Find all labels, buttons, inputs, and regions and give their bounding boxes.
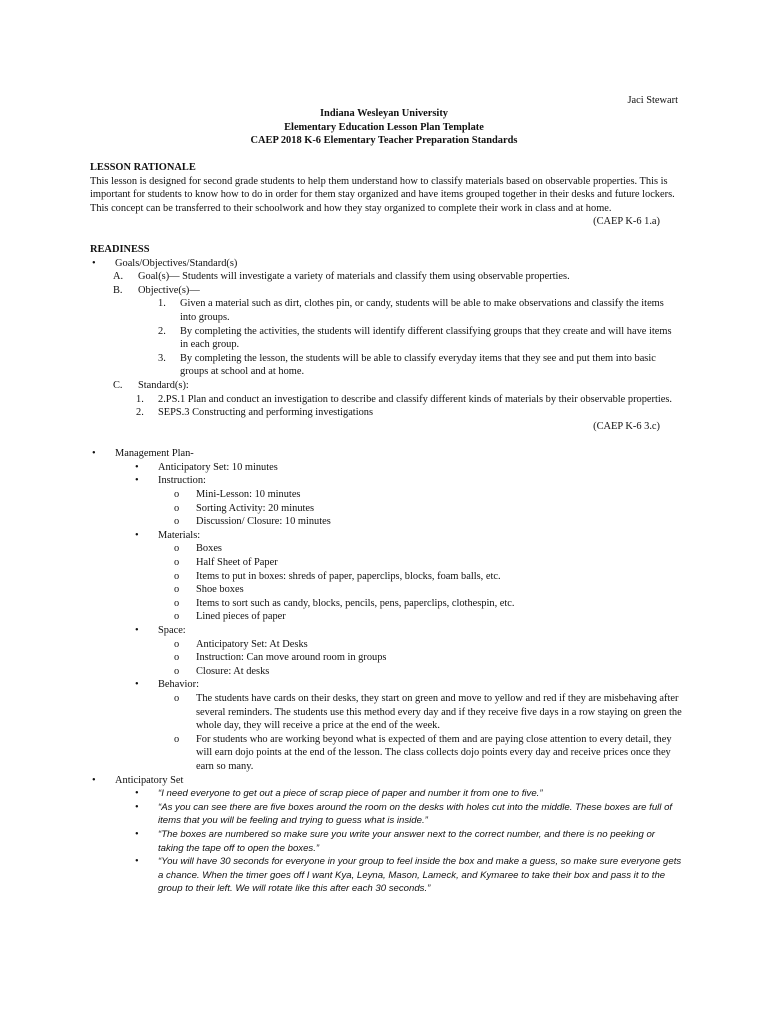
quote-item: “As you can see there are five boxes around the room on the desks with holes cut into the middle. These boxes are full of items that you will be feeling and trying to guess what is inside.” <box>158 801 673 827</box>
author-name: Jaci Stewart <box>627 95 678 106</box>
management-label: Management Plan- <box>115 448 194 460</box>
bullet-marker: • <box>135 679 139 691</box>
list-item <box>90 597 682 611</box>
bullet-marker: • <box>135 788 139 800</box>
circle-marker: o <box>174 611 180 623</box>
list-item <box>90 570 682 584</box>
space-item: Anticipatory Set: At Desks <box>196 638 308 650</box>
rationale-text: This lesson is designed for second grade students to help them understand how to classify materials based on observable properties. This is important for students to know how to do in order for them stay organized and have items grouped together in their desks and future lockers. This concept can be transferred to their schoolwork and how they stay organized to complete their work in class and at home. <box>90 175 675 214</box>
list-item <box>90 284 682 298</box>
rationale-ref: (CAEP K-6 1.a) <box>593 216 660 228</box>
list-item <box>90 352 682 379</box>
list-item <box>90 529 682 543</box>
circle-marker: o <box>174 597 180 609</box>
list-marker-1: 1. <box>136 393 144 405</box>
quote-item: “The boxes are numbered so make sure you write your answer next to the correct number, and there is no peeking or taking the tape off to open the boxes.” <box>158 828 656 854</box>
circle-marker: o <box>174 570 180 582</box>
list-item <box>90 488 682 502</box>
materials-item: Boxes <box>196 543 222 555</box>
list-item <box>90 393 682 407</box>
quote-item: “I need everyone to get out a piece of scrap piece of paper and number it from one to five.” <box>158 788 543 800</box>
standard-2: SEPS.3 Constructing and performing investigations <box>158 407 374 419</box>
goal-text: Goal(s)— Students will investigate a variety of materials and classify them using observable properties. <box>138 271 570 283</box>
circle-marker: o <box>174 489 180 501</box>
anticipatory-time: Anticipatory Set: 10 minutes <box>158 461 278 473</box>
instruction-item: Mini-Lesson: 10 minutes <box>196 489 301 501</box>
circle-marker: o <box>174 584 180 596</box>
list-item <box>90 474 682 488</box>
list-item <box>90 270 682 284</box>
standards-label: Standard(s): <box>138 379 189 391</box>
template-title: Elementary Education Lesson Plan Template <box>284 121 484 133</box>
list-item <box>90 542 682 556</box>
rationale-heading: LESSON RATIONALE <box>90 162 196 173</box>
list-item <box>90 692 682 733</box>
circle-marker: o <box>174 733 180 745</box>
list-marker-1: 1. <box>158 298 166 310</box>
bullet-marker: • <box>135 461 139 473</box>
behavior-label: Behavior: <box>158 679 199 691</box>
circle-marker: o <box>174 543 180 555</box>
list-item <box>90 556 682 570</box>
list-marker-2: 2. <box>136 407 144 419</box>
list-item <box>90 855 682 896</box>
anticipatory-set-label: Anticipatory Set <box>115 774 184 786</box>
document-header <box>0 107 768 148</box>
bullet-marker: • <box>135 828 139 840</box>
bullet-marker: • <box>135 529 139 541</box>
materials-item: Lined pieces of paper <box>196 611 286 623</box>
circle-marker: o <box>174 502 180 514</box>
list-item <box>90 787 682 801</box>
materials-item: Shoe boxes <box>196 584 244 596</box>
bullet-marker: • <box>135 856 139 868</box>
instruction-item: Discussion/ Closure: 10 minutes <box>196 516 331 528</box>
instruction-item: Sorting Activity: 20 minutes <box>196 502 315 514</box>
circle-marker: o <box>174 638 180 650</box>
instruction-label: Instruction: <box>158 475 206 487</box>
list-item <box>90 406 682 420</box>
list-marker-c: C. <box>113 379 123 391</box>
space-label: Space: <box>158 625 186 636</box>
standards-title: CAEP 2018 K-6 Elementary Teacher Preparation Standards <box>250 135 518 147</box>
list-item <box>90 801 682 828</box>
circle-marker: o <box>174 692 180 704</box>
list-item <box>90 257 682 271</box>
standard-1: 2.PS.1 Plan and conduct an investigation to describe and classify different kinds of materials by their observable properties. <box>158 393 673 405</box>
space-item: Instruction: Can move around room in groups <box>196 652 387 664</box>
behavior-item: The students have cards on their desks, they start on green and move to yellow and red if they are misbehaving after several reminders. The students use this method every day and if they receive five days in a row staying on green the whole day, they will receive a price at the end of the week. <box>196 692 682 732</box>
space-item: Closure: At desks <box>196 665 270 677</box>
materials-item: Items to put in boxes: shreds of paper, paperclips, blocks, foam balls, etc. <box>196 570 501 582</box>
list-item <box>90 583 682 597</box>
bullet-marker: • <box>135 801 139 813</box>
list-item <box>90 379 682 393</box>
list-item <box>90 297 682 324</box>
document-body <box>90 161 682 896</box>
list-item <box>90 502 682 516</box>
list-item <box>90 733 682 774</box>
list-item <box>90 638 682 652</box>
readiness-heading: READINESS <box>90 243 150 255</box>
goals-label: Goals/Objectives/Standard(s) <box>115 257 238 269</box>
circle-marker: o <box>174 516 180 528</box>
list-marker-3: 3. <box>158 352 166 364</box>
bullet-marker: • <box>92 774 96 786</box>
objective-2: By completing the activities, the students will identify different classifying groups that they create and will have items in each group. <box>180 325 672 351</box>
list-marker-b: B. <box>113 284 123 296</box>
list-item <box>90 678 682 692</box>
materials-label: Materials: <box>158 529 201 541</box>
list-item <box>90 610 682 624</box>
bullet-marker: • <box>92 257 96 269</box>
bullet-marker: • <box>92 448 96 460</box>
university-title: Indiana Wesleyan University <box>320 108 448 119</box>
list-marker-2: 2. <box>158 325 166 337</box>
quote-item: “You will have 30 seconds for everyone in your group to feel inside the box and make a guess, so make sure everyone gets a chance. When the timer goes off I want Kya, Leyna, Mason, Lameck, and Kymaree to take their box and pass it to the group to their left. We will rotate like this after each 30 seconds.” <box>158 856 682 895</box>
objective-3: By completing the lesson, the students will be able to classify everyday items that they see and put them into basic groups at school and at home. <box>180 352 656 378</box>
list-item <box>90 665 682 679</box>
list-item <box>90 325 682 352</box>
list-item <box>90 447 682 461</box>
circle-marker: o <box>174 557 180 569</box>
list-item <box>90 774 682 788</box>
objective-1: Given a material such as dirt, clothes pin, or candy, students will be able to make observations and classify the items into groups. <box>180 298 664 323</box>
objectives-label: Objective(s)— <box>138 284 200 296</box>
behavior-item: For students who are working beyond what is expected of them and are paying close attention to every detail, they will earn dojo points at the end of the lesson. The class collects dojo points every day and receive prices once they earn so many. <box>196 733 672 772</box>
list-item <box>90 651 682 665</box>
bullet-marker: • <box>135 475 139 487</box>
list-item <box>90 624 682 638</box>
circle-marker: o <box>174 665 180 677</box>
materials-item: Items to sort such as candy, blocks, pencils, pens, paperclips, clothespin, etc. <box>196 597 515 609</box>
list-item <box>90 515 682 529</box>
circle-marker: o <box>174 652 180 664</box>
list-item <box>90 461 682 475</box>
list-item <box>90 828 682 855</box>
bullet-marker: • <box>135 625 139 636</box>
materials-item: Half Sheet of Paper <box>196 557 278 569</box>
readiness-ref: (CAEP K-6 3.c) <box>593 420 660 432</box>
list-marker-a: A. <box>113 271 124 283</box>
